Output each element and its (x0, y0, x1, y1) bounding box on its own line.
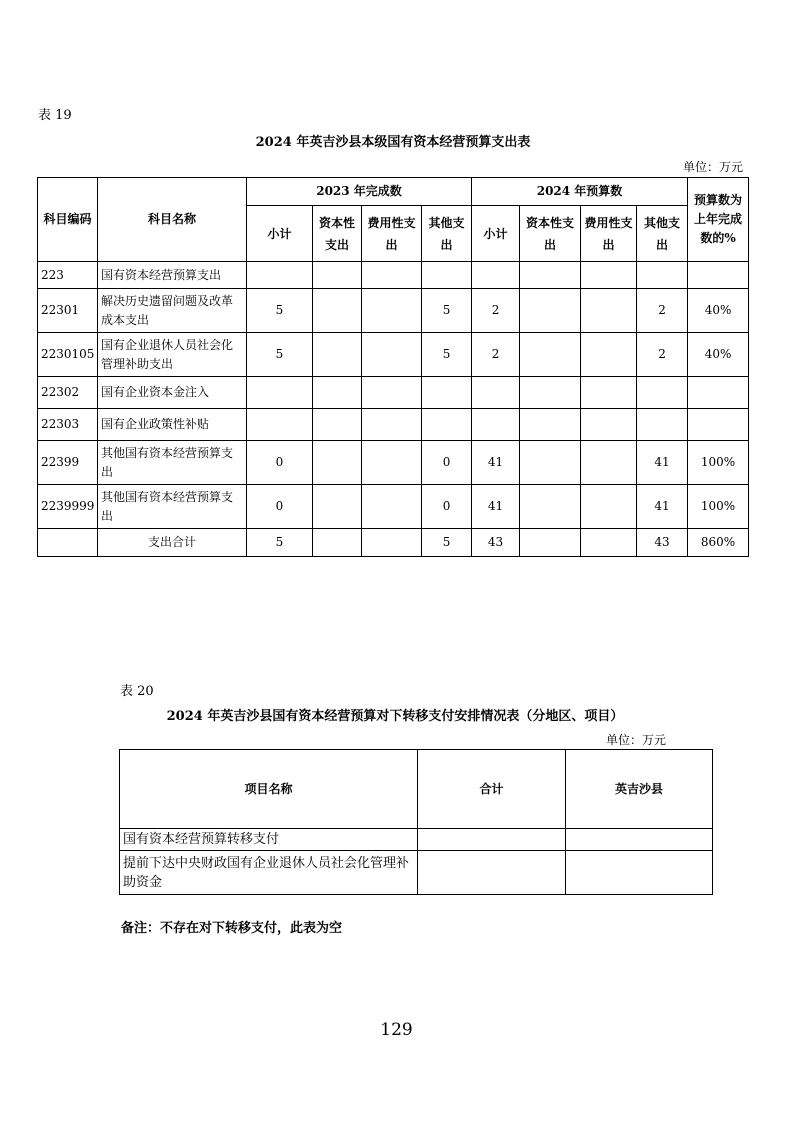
cell-b-subtotal: 2 (472, 289, 520, 333)
cell-a-expense (362, 333, 422, 377)
cell-a-capital (313, 409, 362, 441)
table-row (38, 409, 749, 441)
cell-a-expense (362, 441, 422, 485)
cell-b-expense (581, 485, 637, 529)
cell-b-capital (520, 441, 581, 485)
cell-code: 22302 (38, 377, 98, 409)
cell-a-capital (313, 441, 362, 485)
t20-row-name: 国有资本经营预算转移支付 (120, 829, 418, 851)
cell-a-capital (313, 529, 362, 557)
header-ratio: 预算数为上年完成数的% (688, 178, 749, 262)
cell-a-subtotal (247, 409, 313, 441)
header-a-expense: 费用性支出 (362, 206, 422, 262)
cell-b-subtotal (472, 377, 520, 409)
table-row (120, 851, 713, 895)
cell-code: 2230105 (38, 333, 98, 377)
cell-b-subtotal: 41 (472, 485, 520, 529)
cell-ratio: 40% (688, 289, 749, 333)
cell-a-subtotal: 0 (247, 441, 313, 485)
cell-b-other (637, 262, 688, 289)
cell-code (38, 529, 98, 557)
cell-code: 223 (38, 262, 98, 289)
cell-a-expense (362, 529, 422, 557)
cell-a-expense (362, 289, 422, 333)
cell-a-subtotal: 0 (247, 485, 313, 529)
t20-row-county (566, 829, 713, 851)
cell-b-subtotal (472, 262, 520, 289)
cell-b-capital (520, 529, 581, 557)
cell-a-expense (362, 377, 422, 409)
cell-name: 国有企业资本金注入 (98, 377, 247, 409)
cell-b-other: 43 (637, 529, 688, 557)
table-row (120, 829, 713, 851)
cell-b-subtotal: 41 (472, 441, 520, 485)
page-number: 129 (380, 1020, 413, 1040)
header-b-other: 其他支出 (637, 206, 688, 262)
cell-code: 2239999 (38, 485, 98, 529)
cell-name: 其他国有资本经营预算支出 (98, 441, 247, 485)
header-a-other: 其他支出 (422, 206, 472, 262)
cell-a-other (422, 377, 472, 409)
t20-row-total (418, 829, 566, 851)
cell-a-subtotal: 5 (247, 289, 313, 333)
cell-name: 国有资本经营预算支出 (98, 262, 247, 289)
cell-b-expense (581, 289, 637, 333)
t20-header-name: 项目名称 (120, 750, 418, 829)
table20-title: 2024 年英吉沙县国有资本经营预算对下转移支付安排情况表（分地区、项目） (166, 709, 624, 724)
cell-a-other: 5 (422, 529, 472, 557)
table-row (38, 377, 749, 409)
header-b-expense: 费用性支出 (581, 206, 637, 262)
cell-b-other: 2 (637, 333, 688, 377)
cell-name: 国有企业退休人员社会化管理补助支出 (98, 333, 247, 377)
cell-code: 22399 (38, 441, 98, 485)
cell-a-expense (362, 262, 422, 289)
table-row (38, 289, 749, 333)
cell-b-capital (520, 377, 581, 409)
header-2023: 2023 年完成数 (247, 178, 472, 206)
cell-ratio: 860% (688, 529, 749, 557)
cell-b-capital (520, 409, 581, 441)
cell-b-capital (520, 262, 581, 289)
header-code: 科目编码 (38, 178, 98, 262)
cell-a-subtotal: 5 (247, 529, 313, 557)
table19-unit: 单位：万元 (683, 160, 744, 174)
header-2024: 2024 年预算数 (472, 178, 688, 206)
table19-title: 2024 年英吉沙县本级国有资本经营预算支出表 (255, 135, 531, 150)
table20 (119, 749, 713, 895)
cell-b-subtotal: 2 (472, 333, 520, 377)
cell-a-other: 0 (422, 485, 472, 529)
cell-name: 解决历史遗留问题及改革成本支出 (98, 289, 247, 333)
header-name: 科目名称 (98, 178, 247, 262)
cell-b-expense (581, 409, 637, 441)
cell-a-expense (362, 485, 422, 529)
table-row (38, 485, 749, 529)
cell-a-capital (313, 262, 362, 289)
table20-unit: 单位：万元 (606, 733, 667, 747)
note-text: 备注：不存在对下转移支付，此表为空 (121, 921, 343, 936)
cell-a-subtotal (247, 377, 313, 409)
cell-a-subtotal (247, 262, 313, 289)
cell-b-other: 2 (637, 289, 688, 333)
table-row (38, 262, 749, 289)
cell-code: 22301 (38, 289, 98, 333)
cell-b-expense (581, 441, 637, 485)
cell-a-capital (313, 289, 362, 333)
total-row (38, 529, 749, 557)
cell-ratio (688, 262, 749, 289)
table19-label: 表 19 (38, 108, 72, 123)
cell-b-subtotal (472, 409, 520, 441)
header-a-capital: 资本性支出 (313, 206, 362, 262)
t20-row-total (418, 851, 566, 895)
cell-a-other (422, 409, 472, 441)
cell-b-expense (581, 333, 637, 377)
cell-b-other (637, 409, 688, 441)
cell-b-other: 41 (637, 485, 688, 529)
cell-b-other: 41 (637, 441, 688, 485)
cell-name: 其他国有资本经营预算支出 (98, 485, 247, 529)
cell-ratio: 100% (688, 485, 749, 529)
cell-a-capital (313, 377, 362, 409)
header-b-subtotal: 小计 (472, 206, 520, 262)
cell-ratio (688, 409, 749, 441)
cell-name: 国有企业政策性补贴 (98, 409, 247, 441)
cell-a-other: 5 (422, 289, 472, 333)
cell-a-other: 5 (422, 333, 472, 377)
cell-code: 22303 (38, 409, 98, 441)
cell-ratio: 40% (688, 333, 749, 377)
cell-a-expense (362, 409, 422, 441)
header-a-subtotal: 小计 (247, 206, 313, 262)
cell-name: 支出合计 (98, 529, 247, 557)
cell-a-subtotal: 5 (247, 333, 313, 377)
cell-ratio: 100% (688, 441, 749, 485)
t20-header-total: 合计 (418, 750, 566, 829)
cell-b-expense (581, 377, 637, 409)
cell-a-other (422, 262, 472, 289)
cell-b-capital (520, 485, 581, 529)
table20-label: 表 20 (120, 684, 154, 699)
cell-a-capital (313, 485, 362, 529)
t20-row-county (566, 851, 713, 895)
table19 (37, 177, 749, 557)
cell-b-other (637, 377, 688, 409)
cell-b-expense (581, 262, 637, 289)
cell-a-capital (313, 333, 362, 377)
cell-b-capital (520, 333, 581, 377)
header-b-capital: 资本性支出 (520, 206, 581, 262)
cell-b-subtotal: 43 (472, 529, 520, 557)
t20-row-name: 提前下达中央财政国有企业退休人员社会化管理补助资金 (120, 851, 418, 895)
table-row (38, 333, 749, 377)
cell-b-expense (581, 529, 637, 557)
cell-a-other: 0 (422, 441, 472, 485)
t20-header-county: 英吉沙县 (566, 750, 713, 829)
table-row (38, 441, 749, 485)
cell-b-capital (520, 289, 581, 333)
cell-ratio (688, 377, 749, 409)
